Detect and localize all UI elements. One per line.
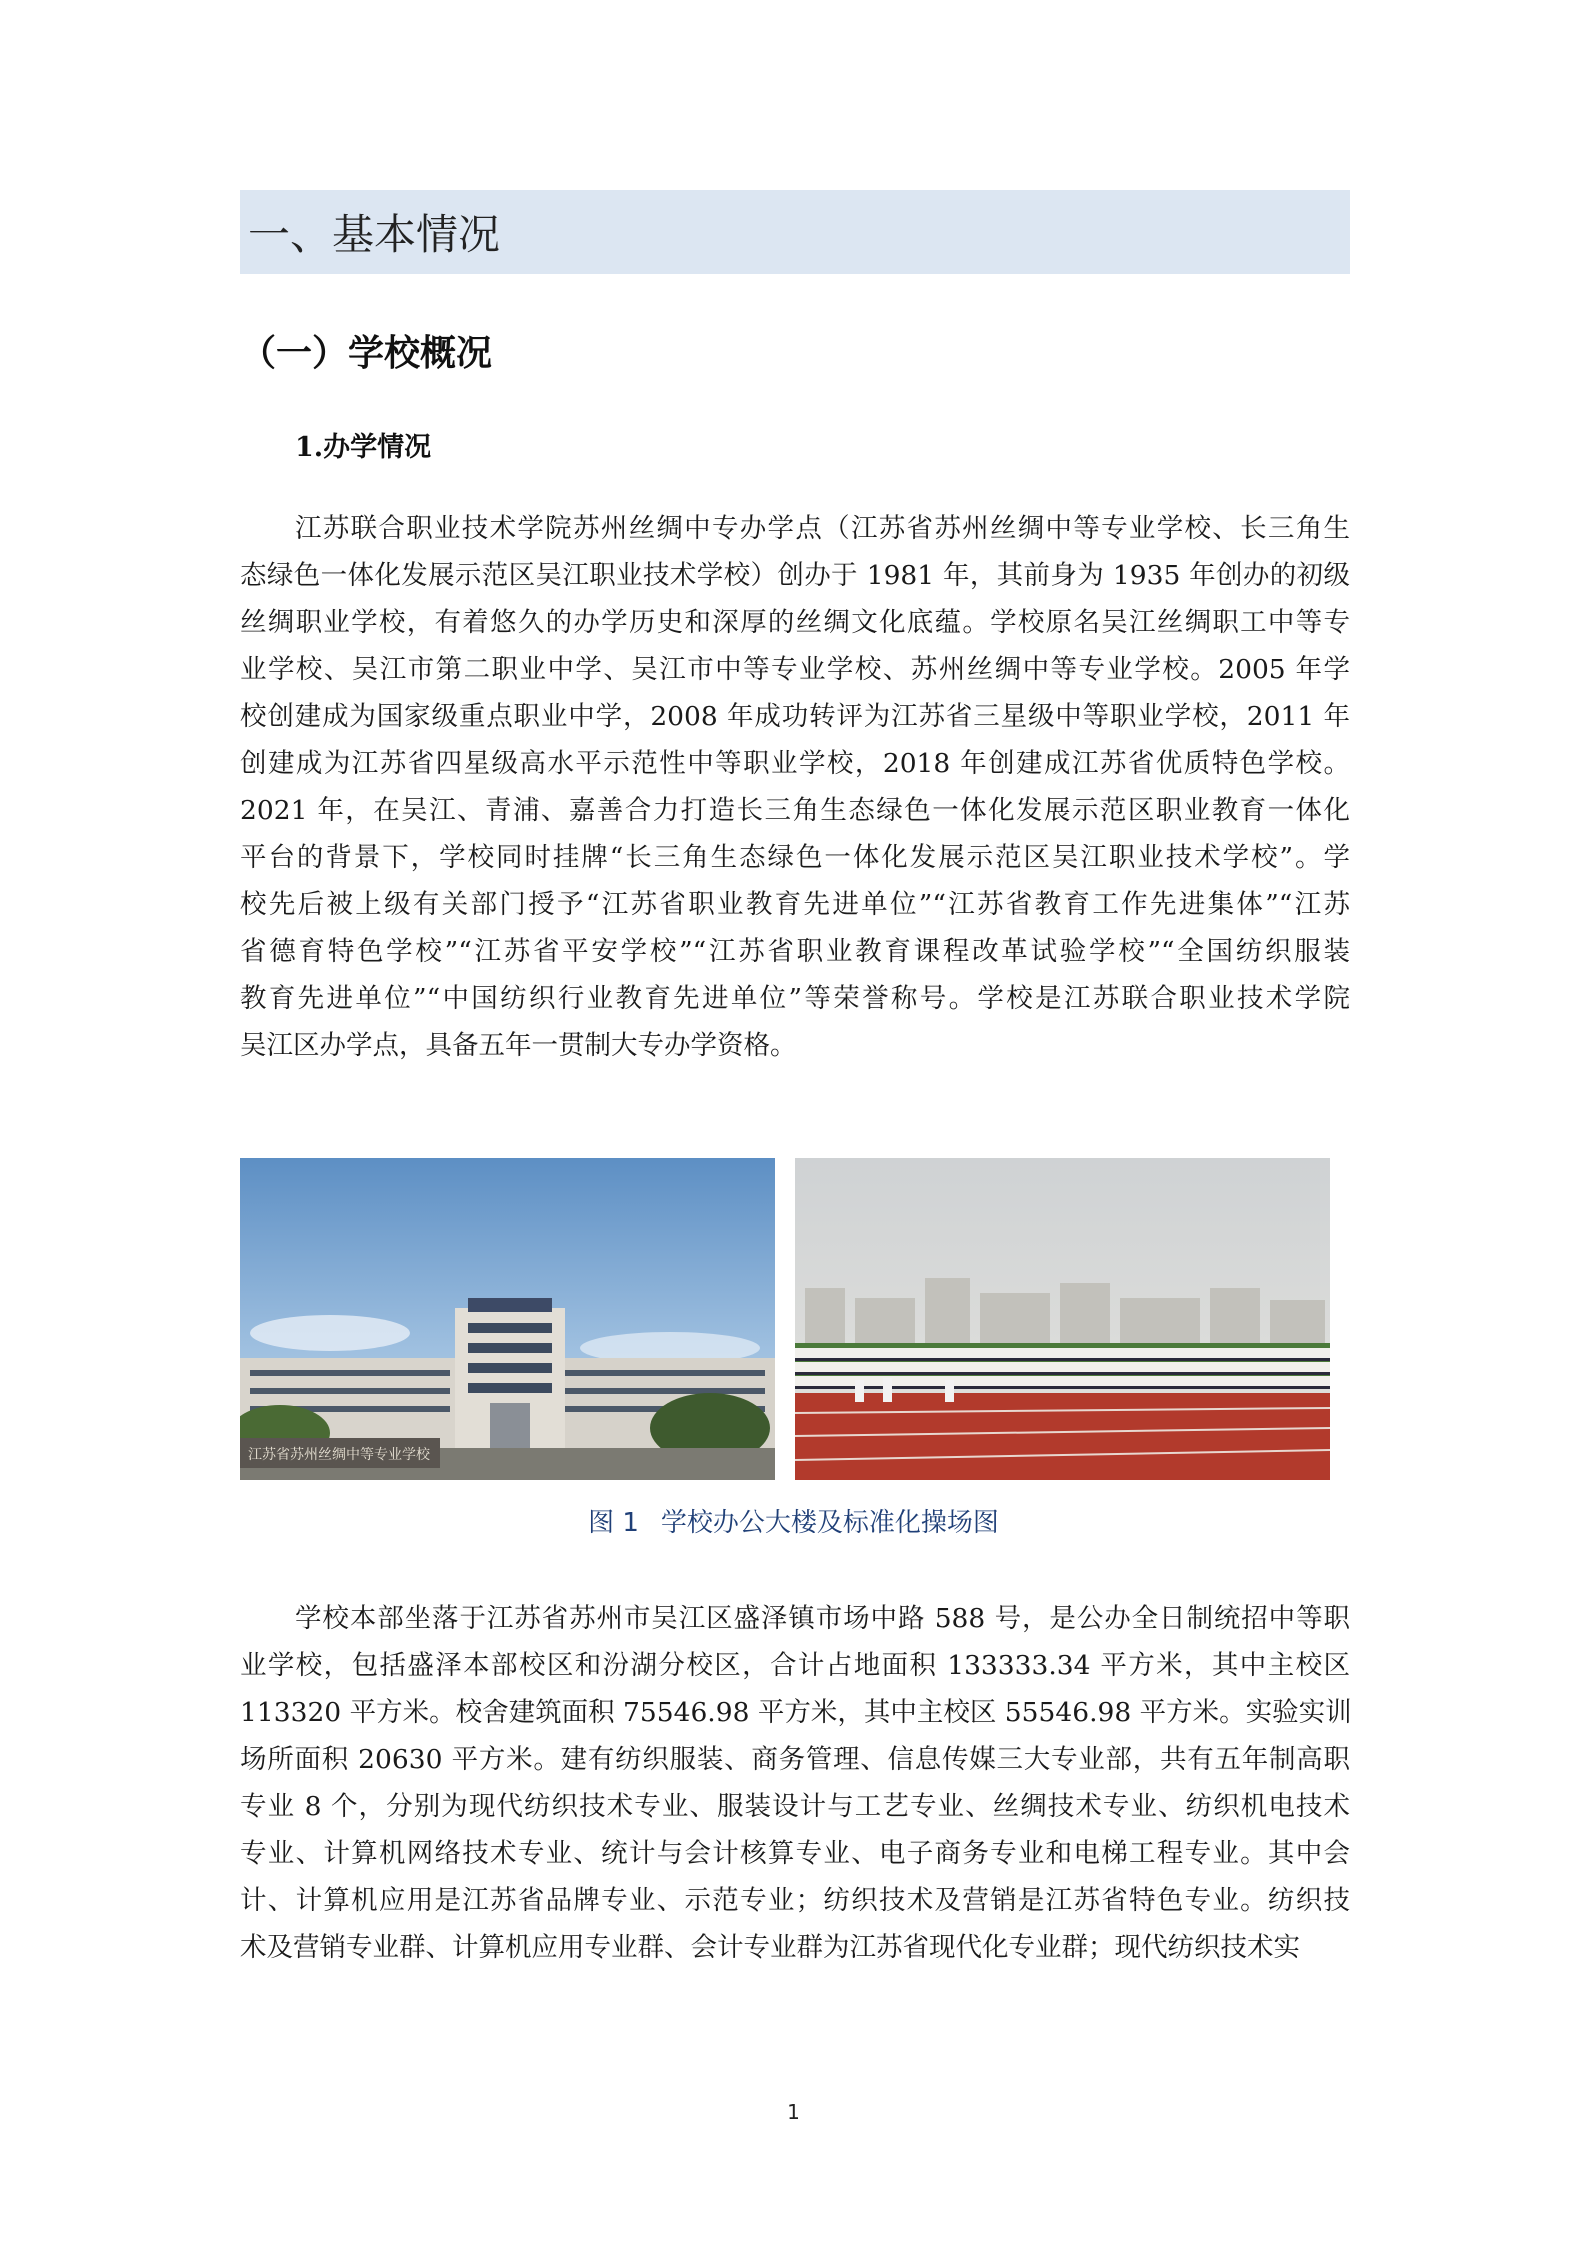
sports-field-illustration <box>795 1158 1330 1480</box>
paragraph-school-history-line: 平台的背景下，学校同时挂牌“长三角生态绿色一体化发展示范区吴江职业技术学校”。学 <box>240 842 1350 873</box>
figure-number: 图 1 <box>588 1508 639 1538</box>
paragraph-school-history-line: 业学校、吴江市第二职业中学、吴江市中等专业学校、苏州丝绸中等专业学校。2005 年学 <box>240 654 1350 685</box>
subsection-title: （一）学校概况 <box>240 332 493 374</box>
paragraph-school-history-line: 创建成为江苏省四星级高水平示范性中等职业学校，2018 年创建成江苏省优质特色学校。 <box>240 748 1350 779</box>
paragraph-school-history-line: 校先后被上级有关部门授予“江苏省职业教育先进单位”“江苏省教育工作先进集体”“江苏 <box>240 889 1350 920</box>
paragraph-campus-overview-line: 专业、计算机网络技术专业、统计与会计核算专业、电子商务专业和电梯工程专业。其中会 <box>240 1838 1350 1869</box>
paragraph-school-history-line: 丝绸职业学校，有着悠久的办学历史和深厚的丝绸文化底蕴。学校原名吴江丝绸职工中等专 <box>240 607 1350 638</box>
school-sign-text: 江苏省苏州丝绸中等专业学校 <box>248 1447 430 1463</box>
page-number: 1 <box>787 2100 800 2124</box>
office-building-illustration <box>240 1158 775 1480</box>
paragraph-school-history-line: 态绿色一体化发展示范区吴江职业技术学校）创办于 1981 年，其前身为 1935 年创办的初级 <box>240 560 1350 591</box>
paragraph-school-history-line: 教育先进单位”“中国纺织行业教育先进单位”等荣誉称号。学校是江苏联合职业技术学院 <box>240 983 1350 1014</box>
paragraph-campus-overview-line: 业学校，包括盛泽本部校区和汾湖分校区，合计占地面积 133333.34 平方米，其中主校区 <box>240 1650 1350 1681</box>
subheading: 1.办学情况 <box>295 432 432 463</box>
section-title-banner <box>240 190 1350 274</box>
figure-title: 学校办公大楼及标准化操场图 <box>660 1508 999 1538</box>
photo-office-building <box>240 1158 775 1480</box>
paragraph-campus-overview <box>240 1595 1350 1971</box>
photo-sports-field <box>795 1158 1330 1480</box>
paragraph-campus-overview-line: 计、计算机应用是江苏省品牌专业、示范专业；纺织技术及营销是江苏省特色专业。纺织技 <box>240 1885 1350 1916</box>
paragraph-school-history <box>240 505 1350 1069</box>
paragraph-campus-overview-line: 专业 8 个，分别为现代纺织技术专业、服装设计与工艺专业、丝绸技术专业、纺织机电技术 <box>240 1791 1350 1822</box>
figure-caption <box>0 1502 1587 1539</box>
paragraph-school-history-line: 2021 年，在吴江、青浦、嘉善合力打造长三角生态绿色一体化发展示范区职业教育一体化 <box>240 795 1350 826</box>
paragraph-campus-overview-line: 场所面积 20630 平方米。建有纺织服装、商务管理、信息传媒三大专业部，共有五年制高职 <box>240 1744 1350 1775</box>
section-title: 一、基本情况 <box>248 210 501 259</box>
paragraph-school-history-line: 吴江区办学点，具备五年一贯制大专办学资格。 <box>240 1030 797 1061</box>
paragraph-campus-overview-line: 学校本部坐落于江苏省苏州市吴江区盛泽镇市场中路 588 号，是公办全日制统招中等职 <box>295 1603 1350 1634</box>
paragraph-school-history-line: 省德育特色学校”“江苏省平安学校”“江苏省职业教育课程改革试验学校”“全国纺织服装 <box>240 936 1350 967</box>
paragraph-school-history-line: 江苏联合职业技术学院苏州丝绸中专办学点（江苏省苏州丝绸中等专业学校、长三角生 <box>295 513 1350 544</box>
paragraph-school-history-line: 校创建成为国家级重点职业中学，2008 年成功转评为江苏省三星级中等职业学校，2011 年 <box>240 701 1350 732</box>
paragraph-campus-overview-line: 术及营销专业群、计算机应用专业群、会计专业群为江苏省现代化专业群；现代纺织技术实 <box>240 1932 1300 1963</box>
paragraph-campus-overview-line: 113320 平方米。校舍建筑面积 75546.98 平方米，其中主校区 55546.98 平方米。实验实训 <box>240 1697 1352 1728</box>
